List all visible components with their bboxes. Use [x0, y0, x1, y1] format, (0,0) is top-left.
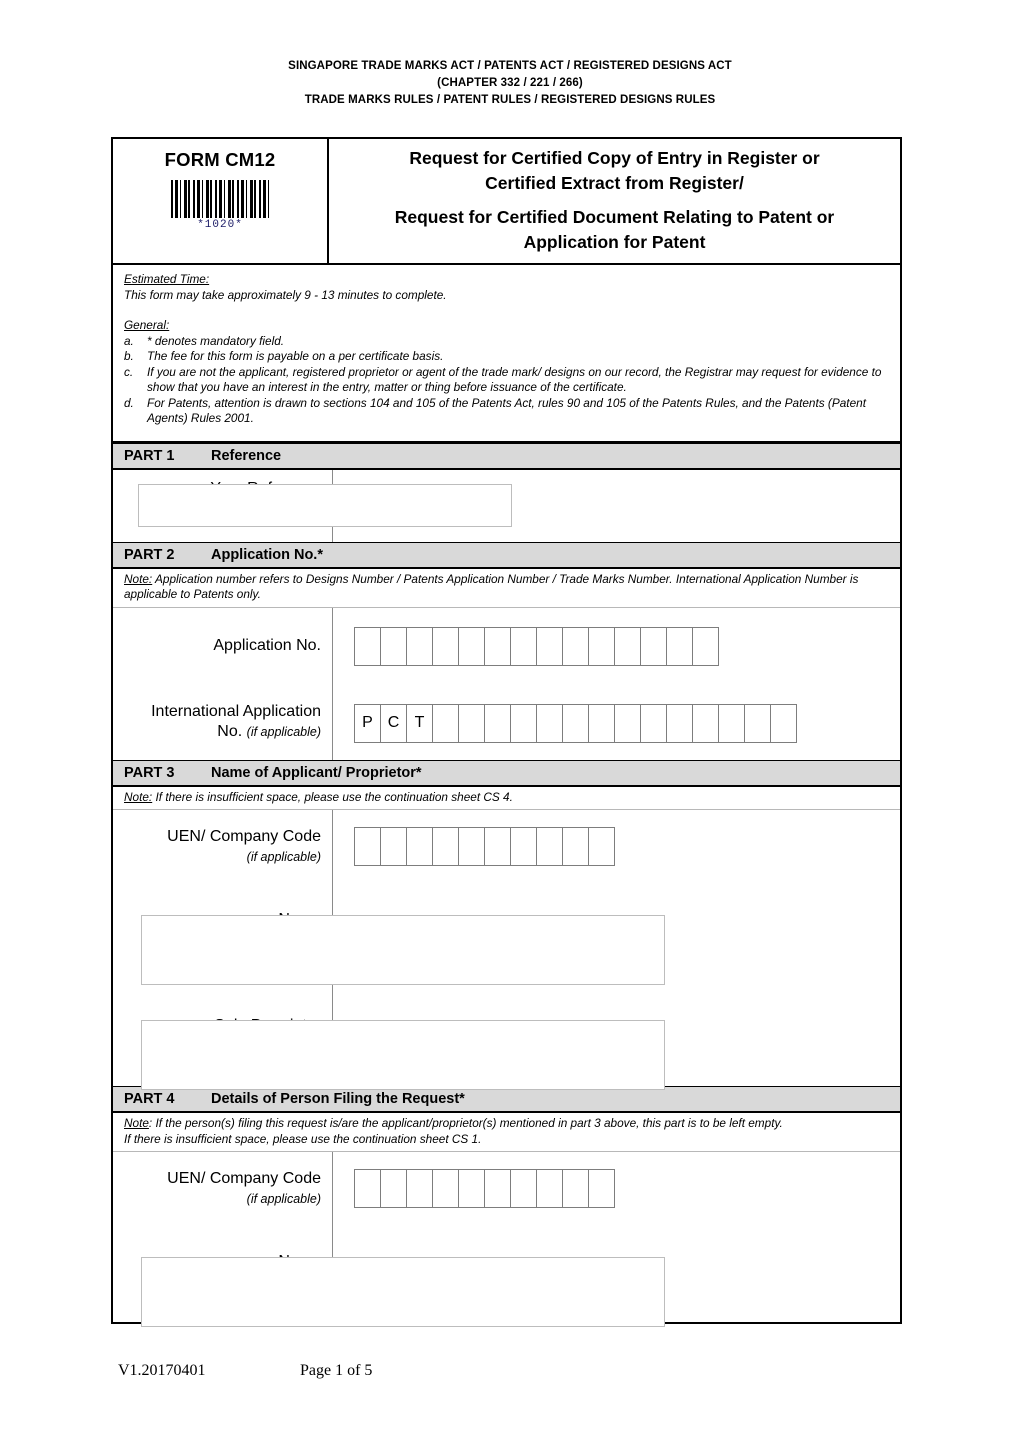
- part-3-title: Name of Applicant/ Proprietor*: [211, 764, 422, 781]
- char-box[interactable]: [510, 627, 537, 666]
- note-label: Note: [124, 1116, 149, 1130]
- char-box[interactable]: C: [380, 704, 407, 743]
- part-1-title: Reference: [211, 447, 282, 464]
- form-version: V1.20170401: [118, 1362, 206, 1379]
- label-sub: (if applicable): [246, 1192, 321, 1206]
- statute-line-3: TRADE MARKS RULES / PATENT RULES / REGISTERED DESIGNS RULES: [304, 94, 716, 106]
- char-box[interactable]: [510, 1169, 537, 1208]
- part-2-title: Application No.*: [211, 546, 323, 563]
- char-box[interactable]: [536, 1169, 563, 1208]
- char-box[interactable]: [562, 827, 589, 866]
- char-box[interactable]: [614, 704, 641, 743]
- char-box[interactable]: [484, 827, 511, 866]
- char-box[interactable]: [510, 827, 537, 866]
- char-box[interactable]: [458, 627, 485, 666]
- international-application-no-input[interactable]: [354, 704, 900, 743]
- label-sub: (if applicable): [246, 850, 321, 864]
- barcode-number: *1020*: [197, 219, 243, 231]
- char-box[interactable]: [458, 704, 485, 743]
- part-1-number: PART 1: [124, 447, 175, 464]
- list-text: The fee for this form is payable on a per certificate basis.: [147, 349, 444, 363]
- char-box[interactable]: [562, 704, 589, 743]
- application-no-input[interactable]: [354, 627, 900, 666]
- char-box[interactable]: [614, 627, 641, 666]
- statute-line-2: (CHAPTER 332 / 221 / 266): [437, 77, 583, 89]
- label-text: UEN/ Company Code: [167, 1170, 321, 1187]
- barcode-icon: [171, 180, 269, 218]
- char-box[interactable]: [354, 627, 381, 666]
- char-box[interactable]: [640, 627, 667, 666]
- char-box[interactable]: [484, 1169, 511, 1208]
- char-box[interactable]: T: [406, 704, 433, 743]
- list-marker: c.: [124, 364, 134, 379]
- char-box[interactable]: [536, 704, 563, 743]
- char-box[interactable]: [380, 627, 407, 666]
- list-marker: b.: [124, 349, 134, 363]
- char-box[interactable]: [510, 704, 537, 743]
- application-no-label: Application No.: [213, 636, 321, 654]
- part-2-header: [113, 542, 900, 569]
- part-3-name-input[interactable]: [141, 915, 665, 985]
- label-line-1: International Application: [151, 702, 321, 720]
- char-box[interactable]: [588, 1169, 615, 1208]
- part-4-uen-input[interactable]: [354, 1169, 900, 1208]
- char-box[interactable]: [458, 1169, 485, 1208]
- note-line-1: [124, 1116, 892, 1132]
- estimated-time-label: Estimated Time:: [124, 272, 210, 286]
- note-label: Note:: [124, 789, 153, 804]
- part-4-note: [113, 1113, 900, 1152]
- list-marker: d.: [124, 395, 134, 410]
- char-box[interactable]: [380, 1169, 407, 1208]
- part-3-uen-label: [113, 827, 332, 867]
- note-label: Note:: [124, 571, 153, 586]
- note-text: Application number refers to Designs Number / Patents Application Number / Trade Marks Number. International Application Number is applicable to Patents only.: [124, 571, 859, 601]
- char-box[interactable]: P: [354, 704, 381, 743]
- part-3-uen-control: [332, 827, 900, 866]
- statute-line-1: SINGAPORE TRADE MARKS ACT / PATENTS ACT / REGISTERED DESIGNS ACT: [288, 60, 732, 72]
- part-2-note: [113, 569, 900, 608]
- list-marker: a.: [124, 333, 134, 348]
- char-box[interactable]: [770, 704, 797, 743]
- char-box[interactable]: [536, 627, 563, 666]
- estimated-time-text: This form may take approximately 9 - 13 minutes to complete.: [124, 287, 447, 302]
- char-box[interactable]: [536, 827, 563, 866]
- part-4-header: [113, 1086, 900, 1113]
- char-box[interactable]: [406, 627, 433, 666]
- barcode-wrap: [171, 180, 269, 231]
- char-box[interactable]: [458, 827, 485, 866]
- char-box[interactable]: [588, 827, 615, 866]
- international-application-no-row: [113, 702, 900, 743]
- part-3-sole-proprietor-input[interactable]: [141, 1020, 665, 1090]
- char-box[interactable]: [432, 1169, 459, 1208]
- part-3-note: [113, 787, 900, 811]
- char-box[interactable]: [432, 827, 459, 866]
- instructions-block: [113, 265, 900, 443]
- form-title-line-3: Request for Certified Document Relating to Patent or: [394, 207, 835, 227]
- char-box[interactable]: [692, 627, 719, 666]
- form-title-band: [113, 139, 900, 265]
- form-title-line-4: Application for Patent: [523, 232, 706, 252]
- part-3-uen-input[interactable]: [354, 827, 900, 866]
- international-application-no-control: [332, 702, 900, 743]
- page-number: Page 1 of 5: [300, 1362, 373, 1379]
- char-box[interactable]: [588, 704, 615, 743]
- char-box[interactable]: [406, 1169, 433, 1208]
- note-text: If there is insufficient space, please use the continuation sheet CS 4.: [155, 789, 513, 804]
- list-item: [124, 349, 890, 365]
- form-code-cell: [113, 139, 329, 263]
- form-title-line-1: Request for Certified Copy of Entry in Register or: [409, 148, 820, 168]
- your-reference-input[interactable]: [138, 484, 512, 527]
- application-no-control: [332, 627, 900, 666]
- part-2-body: [113, 608, 900, 760]
- list-item: [124, 334, 890, 350]
- char-box[interactable]: [354, 1169, 381, 1208]
- form-title-cell: [329, 139, 900, 263]
- part-3-header: [113, 760, 900, 787]
- char-box[interactable]: [588, 627, 615, 666]
- general-list: [124, 334, 890, 427]
- char-box[interactable]: [562, 1169, 589, 1208]
- part-4-uen-row: [113, 1152, 900, 1209]
- part-1-header: [113, 443, 900, 470]
- char-box[interactable]: [666, 627, 693, 666]
- form-frame: [111, 137, 902, 1324]
- list-text: * denotes mandatory field.: [147, 333, 285, 348]
- application-no-row: [113, 627, 900, 666]
- part-4-title: Details of Person Filing the Request*: [211, 1091, 465, 1107]
- list-item: [124, 365, 890, 396]
- char-box[interactable]: [666, 704, 693, 743]
- part-2-number: PART 2: [124, 546, 175, 563]
- note-line-2: If there is insufficient space, please use the continuation sheet CS 1.: [124, 1131, 482, 1146]
- part-3-body: [113, 810, 900, 1086]
- label-text: UEN/ Company Code: [167, 828, 321, 845]
- char-box[interactable]: [562, 627, 589, 666]
- char-box[interactable]: [432, 704, 459, 743]
- part-4-name-input[interactable]: [141, 1257, 665, 1327]
- char-box[interactable]: [406, 827, 433, 866]
- char-box[interactable]: [744, 704, 771, 743]
- part-1-body: [113, 470, 900, 542]
- char-box[interactable]: [640, 704, 667, 743]
- page-footer: [118, 1362, 372, 1380]
- form-code: FORM CM12: [164, 149, 276, 170]
- part-4-body: [113, 1152, 900, 1322]
- part-3-uen-row: [113, 810, 900, 867]
- statute-heading: [0, 58, 1020, 109]
- char-box[interactable]: [484, 627, 511, 666]
- part-4-uen-label: [113, 1169, 332, 1209]
- label-sub: (if applicable): [246, 724, 321, 739]
- part-3-number: PART 3: [124, 764, 175, 781]
- list-text: For Patents, attention is drawn to sections 104 and 105 of the Patents Act, rules 90 and 105 of the Patents Rules, and the Patents (Patent Agents) Rules 2001.: [147, 395, 866, 425]
- part-4-number: PART 4: [124, 1091, 175, 1107]
- form-title-line-2: Certified Extract from Register/: [485, 173, 744, 193]
- part-4-uen-control: [332, 1169, 900, 1208]
- char-box[interactable]: [432, 627, 459, 666]
- general-label: General:: [124, 318, 170, 332]
- char-box[interactable]: [692, 704, 719, 743]
- char-box[interactable]: [718, 704, 745, 743]
- char-box[interactable]: [354, 827, 381, 866]
- spacer: [124, 303, 890, 318]
- list-text: If you are not the applicant, registered proprietor or agent of the trade mark/ designs on our record, the Registrar may request for evidence to show that you have an interest in the entry, matter or thing before issuance of the certificate.: [147, 364, 882, 394]
- label-line-2: No. (if applicable): [217, 722, 321, 740]
- international-application-no-label: [113, 702, 332, 742]
- char-box[interactable]: [484, 704, 511, 743]
- char-box[interactable]: [380, 827, 407, 866]
- list-item: [124, 396, 890, 427]
- note-text-1: : If the person(s) filing this request is/are the applicant/proprietor(s) mentioned in part 3 above, this part is to be left empty.: [148, 1116, 783, 1130]
